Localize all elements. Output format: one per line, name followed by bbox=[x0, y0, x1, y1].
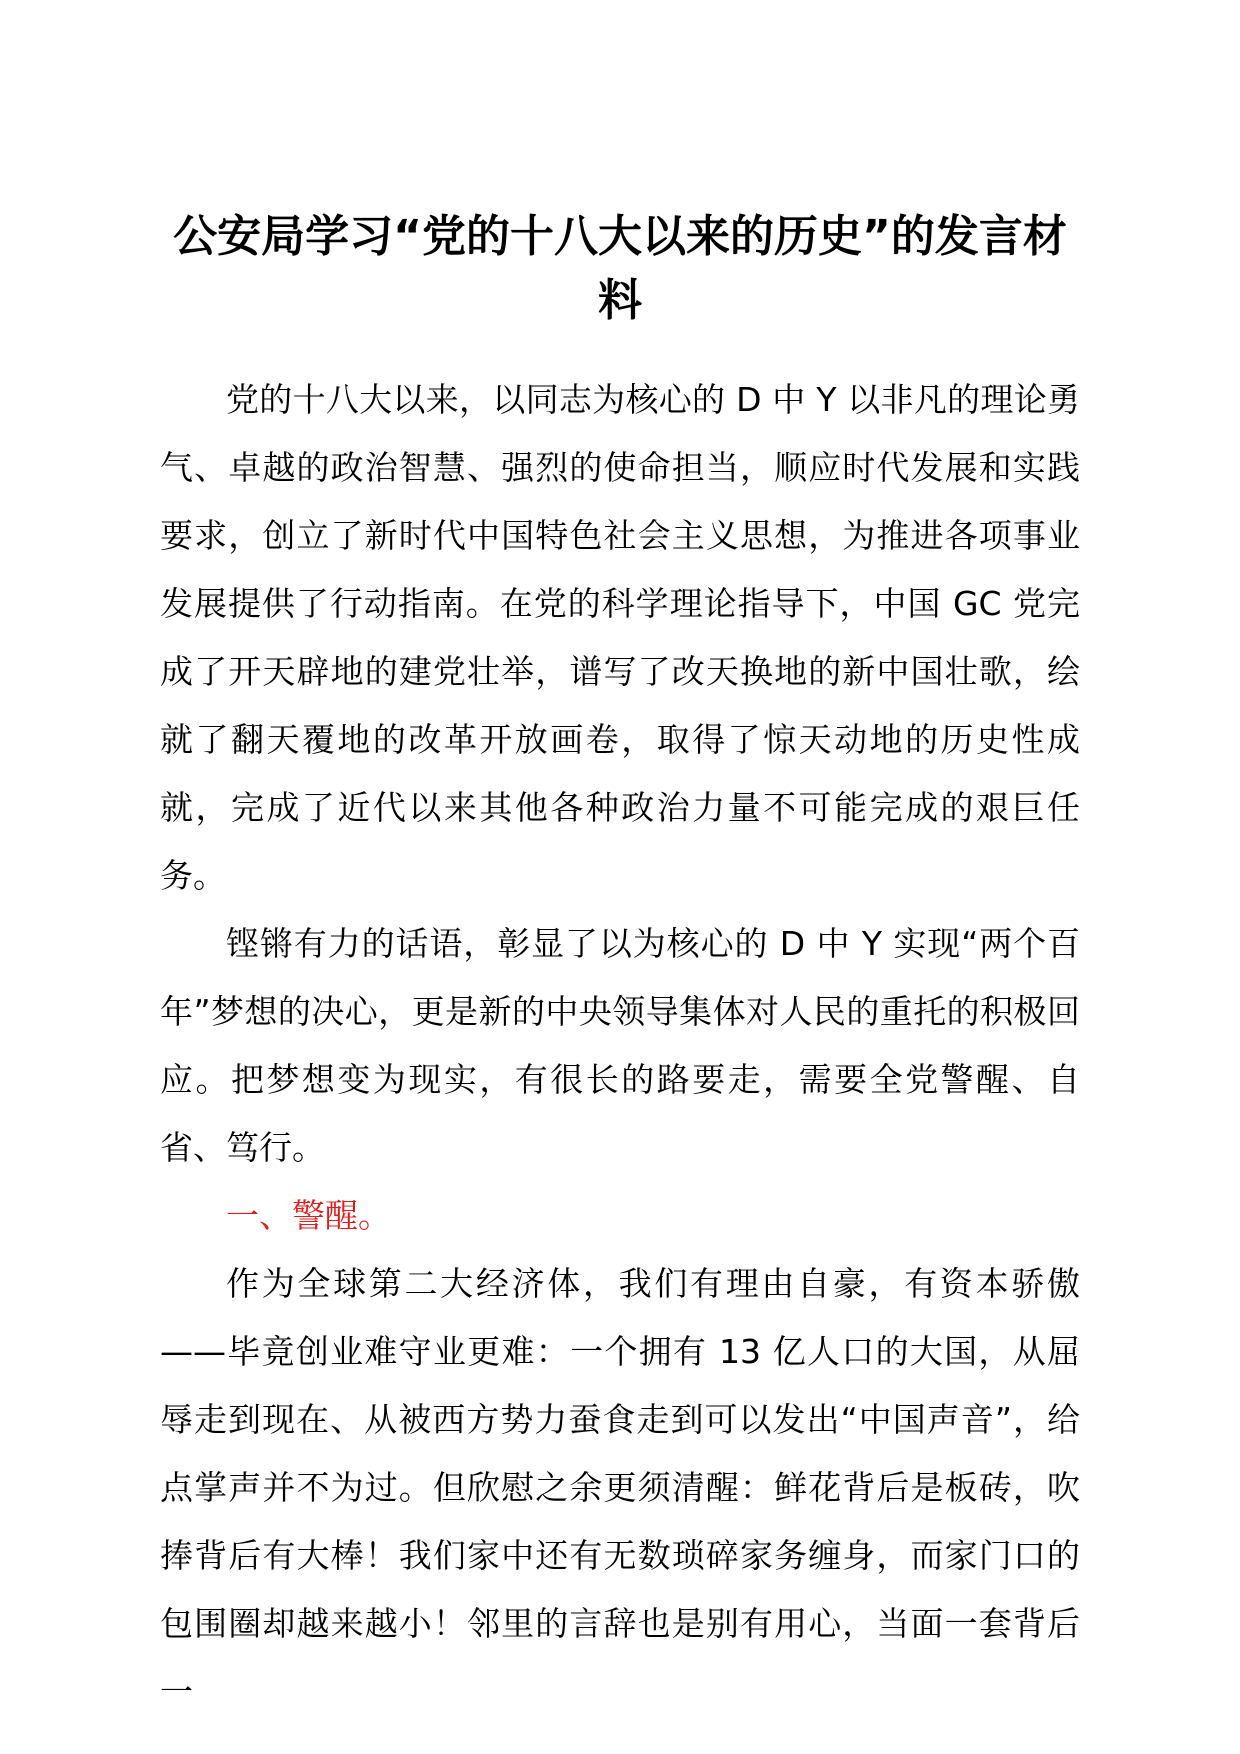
paragraph-3: 作为全球第二大经济体，我们有理由自豪，有资本骄傲——毕竟创业难守业更难：一个拥有 13 亿人口的大国，从屈辱走到现在、从被西方势力蚕食走到可以发出“中国声音”，给点掌声并不为过。但欣慰之余更须清醒：鲜花背后是板砖，吹捧背后有大棒！我们家中还有无数琐碎家务缠身，而家门口的包围圈却越来越小！邻里的言辞也是别有用心，当面一套背后一 bbox=[160, 1264, 1080, 1711]
document-body bbox=[160, 366, 1080, 1726]
paragraph-1: 党的十八大以来，以同志为核心的 D 中 Y 以非凡的理论勇气、卓越的政治智慧、强烈的使命担当，顺应时代发展和实践要求，创立了新时代中国特色社会主义思想，为推进各项事业发展提供了行动指南。在党的科学理论指导下，中国 GC 党完成了开天辟地的建党壮举，谱写了改天换地的新中国壮歌，绘就了翻天覆地的改革开放画卷，取得了惊天动地的历史性成就，完成了近代以来其他各种政治力量不可能完成的艰巨任务。 bbox=[160, 380, 1080, 895]
document-title: 公安局学习“党的十八大以来的历史”的发言材料 bbox=[173, 211, 1067, 326]
paragraph-2: 铿锵有力的话语，彰显了以为核心的 D 中 Y 实现“两个百年”梦想的决心，更是新的中央领导集体对人民的重托的积极回应。把梦想变为现实，有很长的路要走，需要全党警醒、自省、笃行。 bbox=[160, 924, 1080, 1167]
section-heading-1: 一、警醒。 bbox=[226, 1196, 391, 1235]
